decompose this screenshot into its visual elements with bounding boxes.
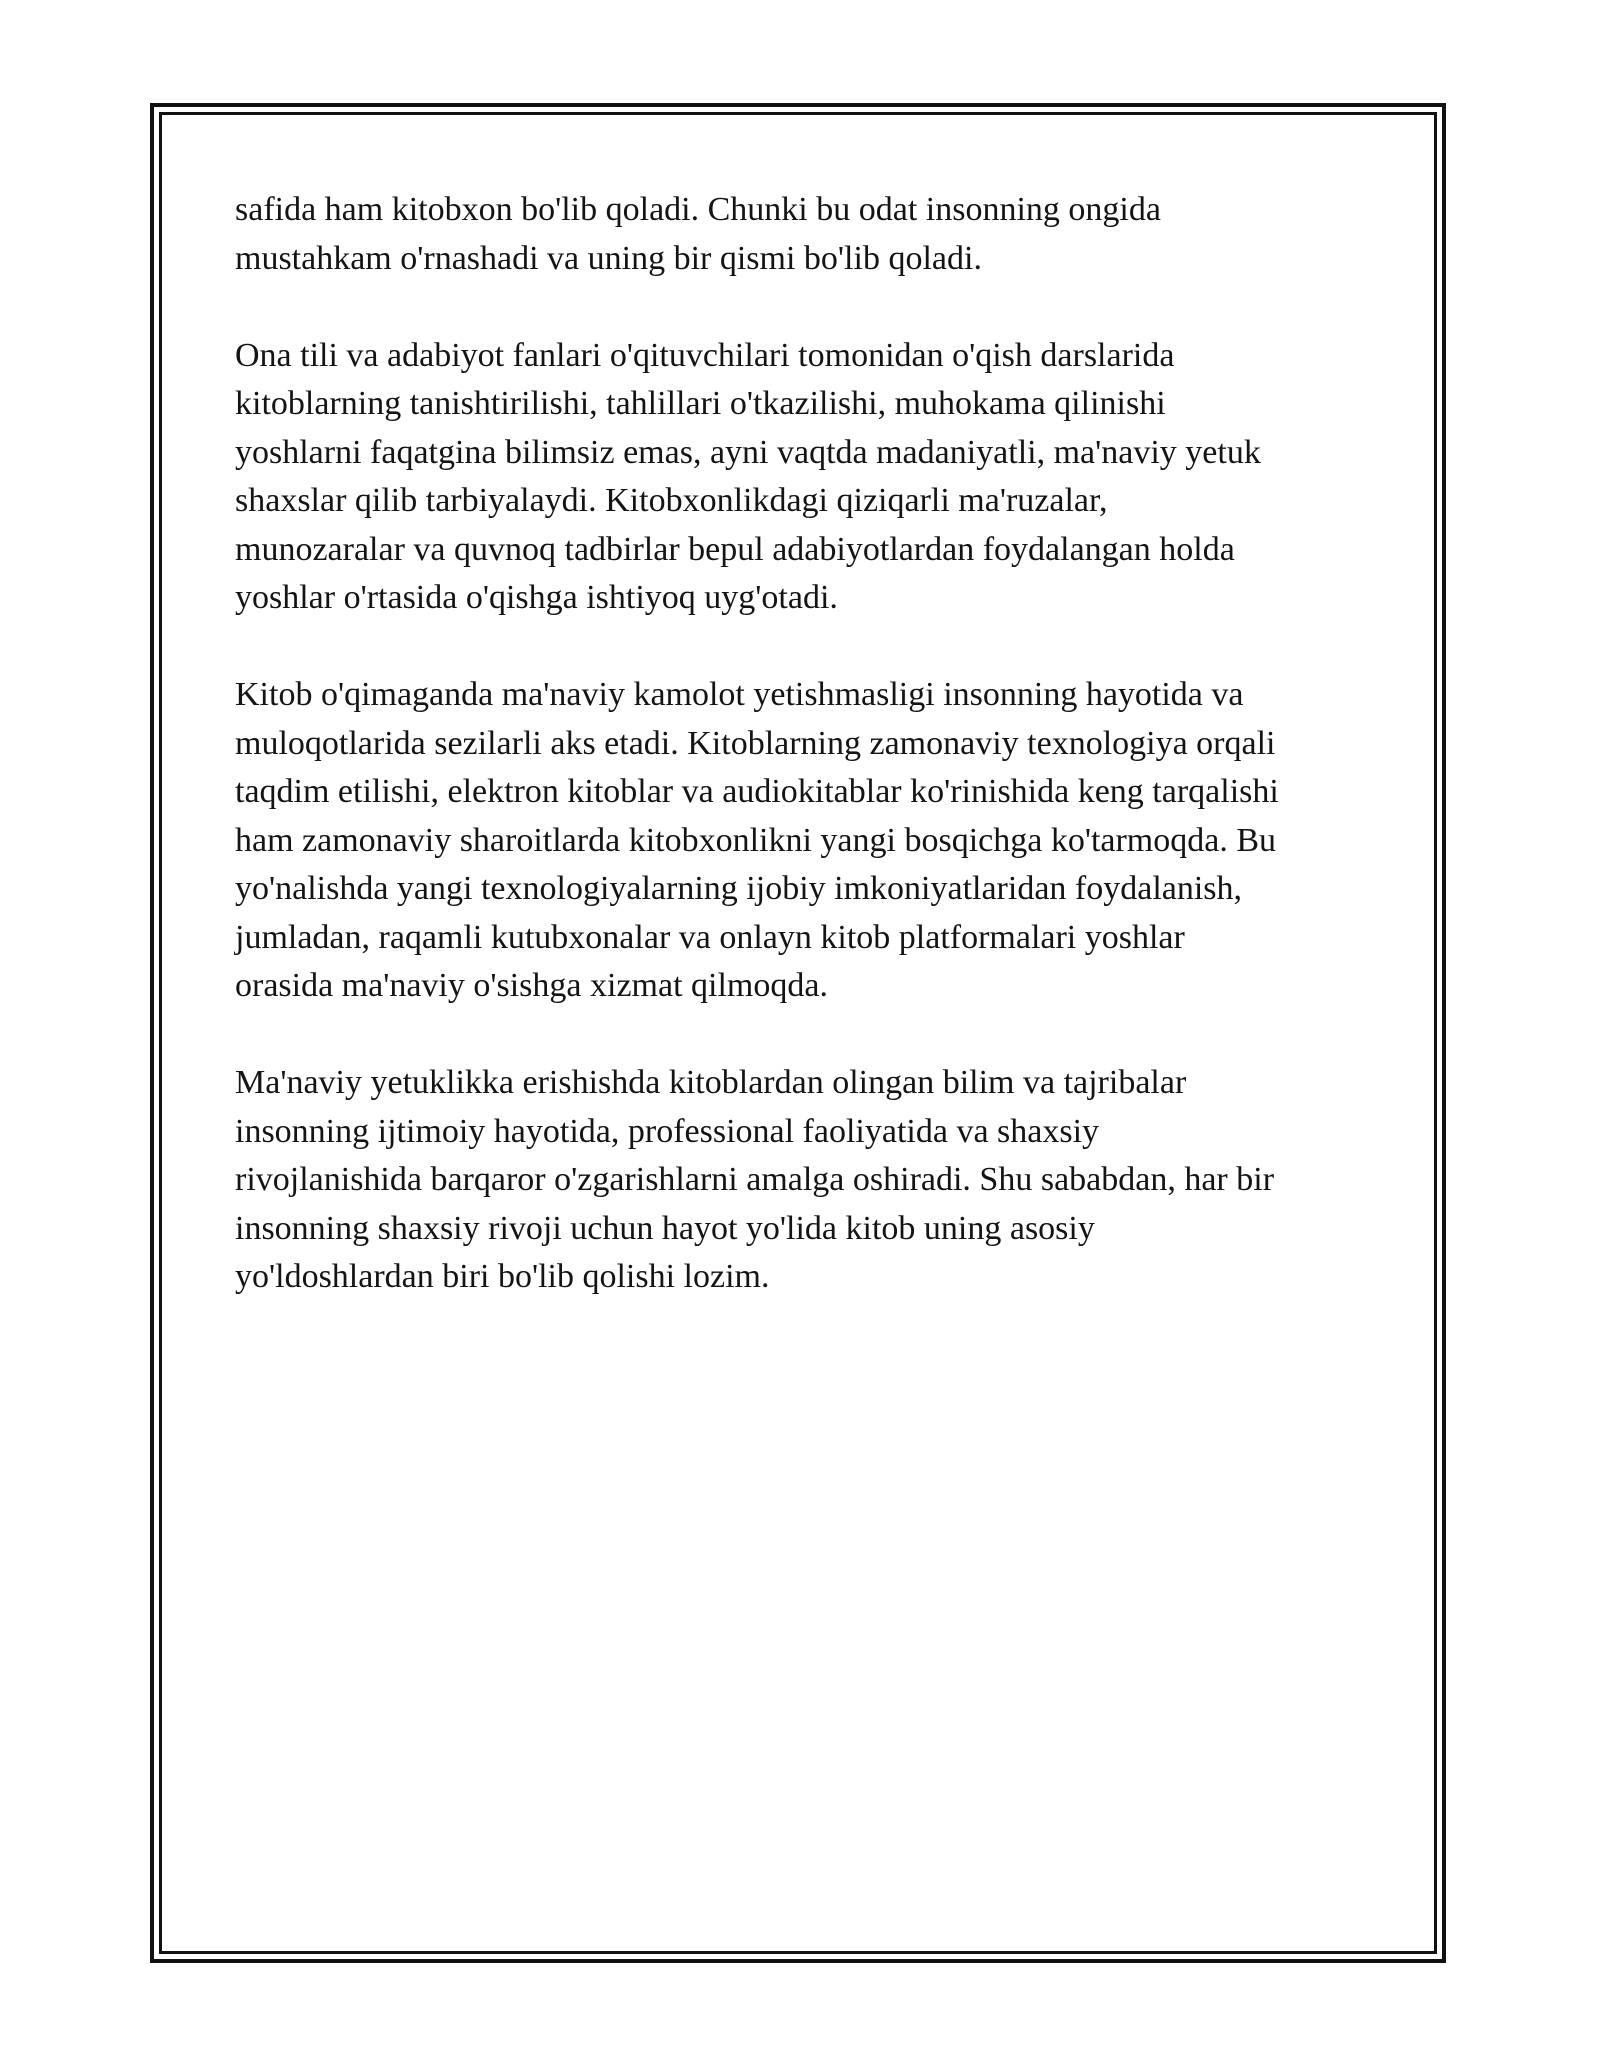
text-line: kitoblarning tanishtirilishi, tahlillari o'tkazilishi, muhokama qilinishi [235, 385, 1166, 422]
text-line: taqdim etilishi, elektron kitoblar va audiokitablar ko'rinishida keng tarqalishi [235, 773, 1279, 810]
paragraph-1 [235, 186, 1375, 283]
text-line: shaxslar qilib tarbiyalaydi. Kitobxonlikdagi qiziqarli ma'ruzalar, [235, 482, 1108, 519]
text-line: yo'ldoshlardan biri bo'lib qolishi lozim. [235, 1258, 770, 1295]
text-line: Ona tili va adabiyot fanlari o'qituvchilari tomonidan o'qish darslarida [235, 336, 1175, 374]
text-line: Kitob o'qimaganda ma'naviy kamolot yetishmasligi insonning hayotida va [235, 676, 1244, 713]
text-line: muloqotlarida sezilarli aks etadi. Kitoblarning zamonaviy texnologiya orqali [235, 724, 1276, 762]
text-line: insonning shaxsiy rivoji uchun hayot yo'lida kitob uning asosiy [235, 1209, 1095, 1247]
text-line: munozaralar va quvnoq tadbirlar bepul adabiyotlardan foydalangan holda [235, 530, 1235, 568]
document-body [235, 186, 1375, 1350]
text-line: safida ham kitobxon bo'lib qoladi. Chunki bu odat insonning ongida [235, 191, 1161, 228]
text-line: Ma'naviy yetuklikka erishishda kitoblardan olingan bilim va tajribalar [235, 1064, 1187, 1101]
text-line: yo'nalishda yangi texnologiyalarning ijobiy imkoniyatlaridan foydalanish, [235, 870, 1243, 907]
text-line: yoshlar o'rtasida o'qishga ishtiyoq uyg'otadi. [235, 579, 838, 616]
text-line: insonning ijtimoiy hayotida, professional faoliyatida va shaxsiy [235, 1112, 1100, 1150]
text-line: orasida ma'naviy o'sishga xizmat qilmoqda. [235, 967, 828, 1004]
text-line: ham zamonaviy sharoitlarda kitobxonlikni yangi bosqichga ko'tarmoqda. Bu [235, 821, 1277, 859]
text-line: yoshlarni faqatgina bilimsiz emas, ayni vaqtda madaniyatli, ma'naviy yetuk [235, 433, 1261, 471]
paragraph-2 [235, 332, 1375, 623]
paragraph-3 [235, 671, 1375, 1011]
text-line: mustahkam o'rnashadi va uning bir qismi bo'lib qoladi. [235, 239, 982, 277]
text-line: rivojlanishida barqaror o'zgarishlarni amalga oshiradi. Shu sababdan, har bir [235, 1161, 1275, 1198]
paragraph-4 [235, 1059, 1375, 1302]
text-line: jumladan, raqamli kutubxonalar va onlayn kitob platformalari yoshlar [235, 918, 1185, 956]
